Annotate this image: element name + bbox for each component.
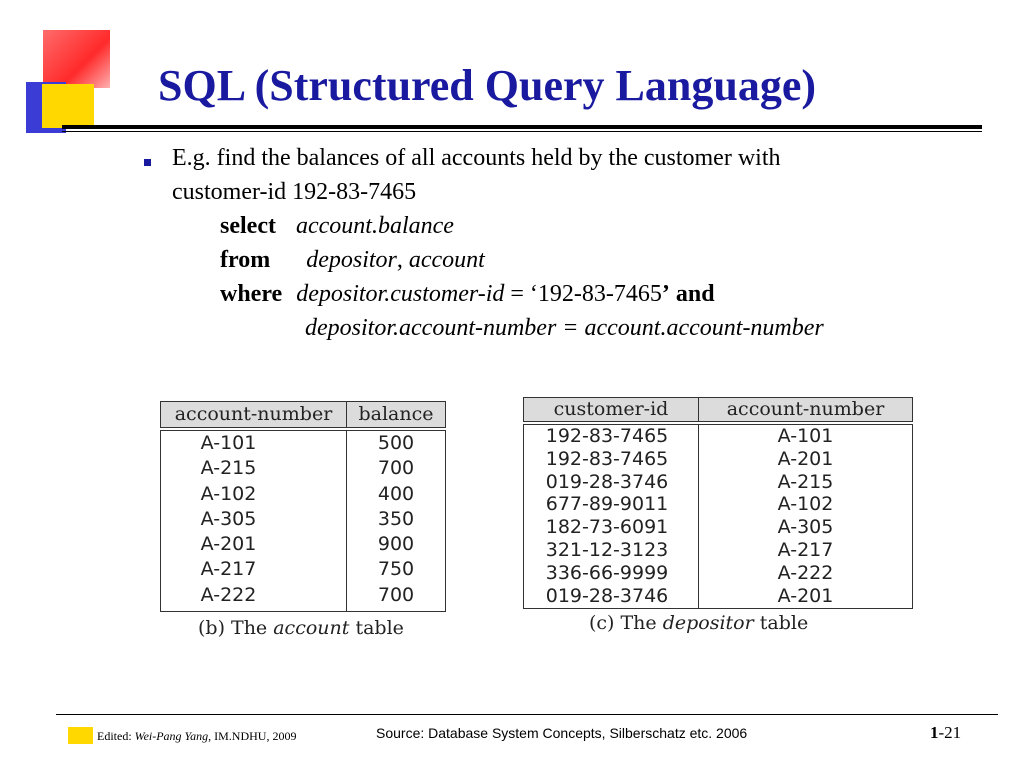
depositor-table-body xyxy=(523,424,913,609)
table-cell: 321-12-3123 xyxy=(545,538,669,561)
table-cell: A-102 xyxy=(200,482,257,505)
table-cell: A-222 xyxy=(777,561,834,584)
bullet-line-1: E.g. find the balances of all accounts held by the customer with xyxy=(172,145,781,171)
caption-suffix: table xyxy=(753,612,809,634)
table-cell: 700 xyxy=(377,583,415,606)
from-keyword: from xyxy=(220,247,271,273)
where-attribute: depositor.customer-id xyxy=(296,281,505,307)
slide-title: SQL (Structured Query Language) xyxy=(158,61,817,110)
table-cell: A-201 xyxy=(777,447,834,470)
query-where-line xyxy=(220,281,715,308)
from-comma: , xyxy=(396,247,403,273)
table-cell: 192-83-7465 xyxy=(545,425,669,447)
logo-red-square xyxy=(43,30,110,88)
table-cell: 019-28-3746 xyxy=(545,470,669,493)
table-cell: 750 xyxy=(377,558,415,581)
table-cell: 677-89-9011 xyxy=(545,493,669,516)
account-table-caption xyxy=(198,617,404,639)
footer-source: Source: Database System Concepts, Silberschatz etc. 2006 xyxy=(376,725,748,741)
author-name: Wei-Pang Yang xyxy=(134,729,209,743)
table-cell: 400 xyxy=(377,482,415,505)
where-close-quote: ’ xyxy=(661,281,670,307)
where-keyword: where xyxy=(220,281,283,307)
depositor-table-caption xyxy=(589,612,808,634)
footer-yellow-square xyxy=(68,727,93,744)
balance-column xyxy=(347,431,445,611)
caption-table-name: depositor xyxy=(662,612,754,634)
from-table-2: account xyxy=(408,247,485,273)
table-cell: 900 xyxy=(377,533,415,556)
account-number-column xyxy=(161,431,347,611)
table-cell: 192-83-7465 xyxy=(545,447,669,470)
bullet-line-2: customer-id 192-83-7465 xyxy=(172,179,417,205)
account-table-body xyxy=(160,430,446,612)
where-value: = ‘192-83-7465 xyxy=(510,281,662,307)
table-cell: A-101 xyxy=(200,432,257,454)
footer-rule xyxy=(56,714,998,715)
account-number-column xyxy=(699,425,912,608)
table-cell: A-215 xyxy=(200,457,257,480)
footer-org: , IM.NDHU, 2009 xyxy=(208,729,297,743)
bullet-square-icon xyxy=(144,159,151,166)
table-cell: A-201 xyxy=(777,584,834,607)
table-cell: A-217 xyxy=(200,558,257,581)
query-join-condition: depositor.account-number = account.account-number xyxy=(305,315,824,341)
select-expression: account.balance xyxy=(295,213,454,239)
customer-id-column xyxy=(524,425,699,608)
caption-table-name: account xyxy=(273,617,350,639)
table-cell: 700 xyxy=(377,457,415,480)
page-number xyxy=(930,723,961,743)
logo-yellow-square xyxy=(42,84,94,128)
table-cell: 500 xyxy=(377,432,415,454)
account-header-balance: balance xyxy=(358,403,434,425)
from-table-1: depositor xyxy=(306,247,397,273)
table-cell: A-102 xyxy=(777,493,834,516)
depositor-header-customer-id: customer-id xyxy=(524,398,699,421)
table-cell: 336-66-9999 xyxy=(545,561,669,584)
table-cell: A-305 xyxy=(200,507,257,530)
table-cell: A-217 xyxy=(777,538,834,561)
select-keyword: select xyxy=(220,213,276,239)
query-select-line xyxy=(220,213,454,240)
table-cell: 350 xyxy=(377,507,415,530)
depositor-table-header xyxy=(523,397,913,422)
caption-suffix: table xyxy=(349,617,404,639)
account-table-header xyxy=(160,401,446,428)
table-cell: A-201 xyxy=(200,533,257,556)
title-rule-thick xyxy=(62,125,982,129)
depositor-header-account-number: account-number xyxy=(726,398,885,420)
table-cell: A-305 xyxy=(777,516,834,539)
title-rule-thin xyxy=(62,131,982,132)
chapter-number: 1 xyxy=(930,723,939,742)
table-cell: 182-73-6091 xyxy=(545,516,669,539)
table-cell: A-222 xyxy=(200,583,257,606)
footer-edited xyxy=(97,729,296,744)
and-keyword: and xyxy=(675,281,715,307)
table-cell: 019-28-3746 xyxy=(545,584,669,607)
slide-number: -21 xyxy=(938,723,962,742)
caption-prefix: (c) The xyxy=(589,612,663,634)
table-cell: A-101 xyxy=(777,425,834,447)
account-header-account-number: account-number xyxy=(161,402,347,427)
caption-prefix: (b) The xyxy=(198,617,274,639)
edited-label: Edited: xyxy=(97,729,135,743)
query-from-line xyxy=(220,247,485,274)
table-cell: A-215 xyxy=(777,470,834,493)
